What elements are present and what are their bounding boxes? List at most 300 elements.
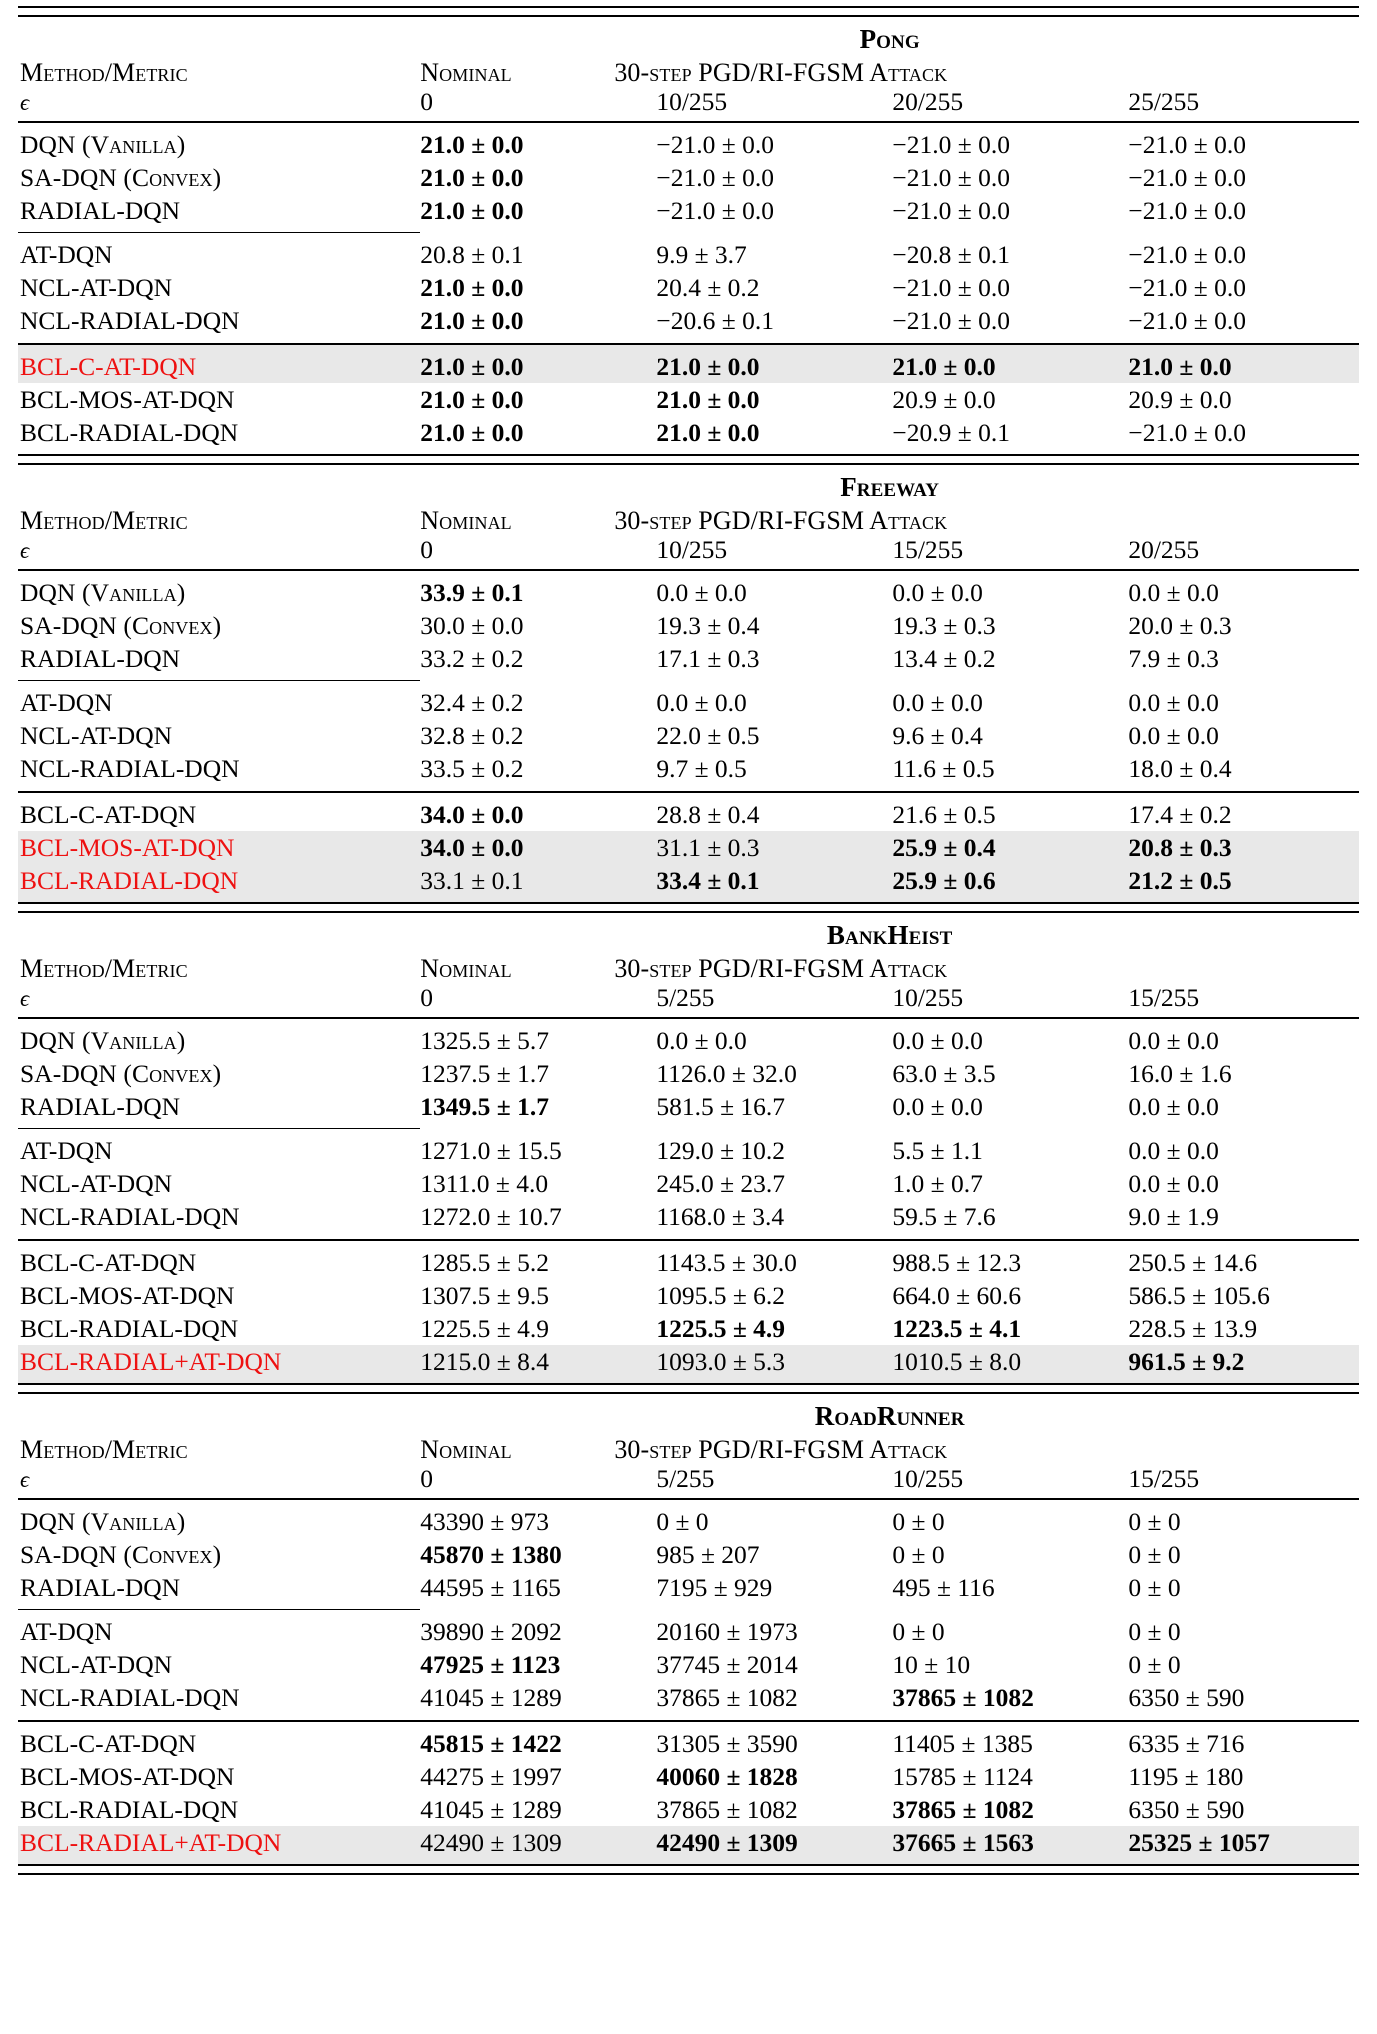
result-value: 0.0 ± 0.0 bbox=[656, 1025, 747, 1055]
row-method-label bbox=[18, 642, 420, 681]
row-method-text: DQN (Vanilla) bbox=[20, 129, 186, 159]
row-method-label bbox=[18, 1279, 420, 1312]
result-value: 21.0 ± 0.0 bbox=[892, 351, 996, 381]
result-value: −21.0 ± 0.0 bbox=[1128, 162, 1246, 192]
result-value: 250.5 ± 14.6 bbox=[1128, 1247, 1258, 1277]
epsilon-value-text: 20/255 bbox=[1128, 535, 1200, 564]
row-method-text: NCL-AT-DQN bbox=[20, 273, 173, 302]
header-epsilon-value bbox=[892, 87, 1128, 121]
result-cell bbox=[1128, 793, 1359, 831]
result-value: 1237.5 ± 1.7 bbox=[420, 1058, 550, 1088]
table-row bbox=[18, 1648, 1359, 1681]
table-row bbox=[18, 161, 1359, 194]
result-cell bbox=[892, 194, 1128, 233]
row-method-label bbox=[18, 194, 420, 233]
result-cell bbox=[656, 1019, 892, 1057]
result-cell bbox=[1128, 1279, 1359, 1312]
result-value: 0.0 ± 0.0 bbox=[1128, 1136, 1219, 1165]
game-title bbox=[420, 17, 1359, 57]
row-method-text: AT-DQN bbox=[20, 688, 113, 717]
result-cell bbox=[656, 642, 892, 681]
table-row bbox=[18, 194, 1359, 233]
row-method-label bbox=[18, 233, 420, 271]
row-method-label bbox=[18, 719, 420, 752]
epsilon-value-text: 5/255 bbox=[656, 1464, 715, 1493]
game-title bbox=[420, 1394, 1359, 1434]
result-cell bbox=[656, 1610, 892, 1648]
result-value: 30.0 ± 0.0 bbox=[420, 610, 524, 640]
table-row bbox=[18, 642, 1359, 681]
game-title-text: Freeway bbox=[840, 472, 940, 502]
row-method-label bbox=[18, 416, 420, 455]
result-value: 21.0 ± 0.0 bbox=[420, 273, 524, 302]
result-value: 33.9 ± 0.1 bbox=[420, 577, 524, 607]
row-method-label bbox=[18, 864, 420, 903]
row-method-text: NCL-AT-DQN bbox=[20, 1169, 173, 1198]
header-epsilon-value bbox=[1128, 87, 1359, 121]
table-row bbox=[18, 681, 1359, 719]
result-cell bbox=[420, 1279, 656, 1312]
result-value: 34.0 ± 0.0 bbox=[420, 799, 524, 829]
result-value: 37865 ± 1082 bbox=[892, 1794, 1034, 1824]
epsilon-symbol-text: ϵ bbox=[20, 90, 30, 115]
result-cell bbox=[1128, 719, 1359, 752]
double-rule bbox=[18, 902, 1359, 913]
result-cell bbox=[420, 271, 656, 304]
result-value: 0 ± 0 bbox=[1128, 1572, 1181, 1602]
result-value: −21.0 ± 0.0 bbox=[892, 162, 1010, 192]
header-epsilon-value bbox=[892, 1464, 1128, 1498]
result-cell bbox=[420, 642, 656, 681]
table-row bbox=[18, 571, 1359, 609]
result-cell bbox=[892, 1057, 1128, 1090]
row-method-text: RADIAL-DQN bbox=[20, 643, 181, 673]
table-row bbox=[18, 793, 1359, 831]
result-value: 33.4 ± 0.1 bbox=[656, 865, 760, 895]
result-value: 13.4 ± 0.2 bbox=[892, 643, 996, 673]
result-value: 25.9 ± 0.6 bbox=[892, 865, 996, 895]
row-method-text: AT-DQN bbox=[20, 240, 113, 269]
header-epsilon-value bbox=[656, 983, 892, 1017]
result-value: 1143.5 ± 30.0 bbox=[656, 1247, 797, 1277]
result-value: 45815 ± 1422 bbox=[420, 1728, 562, 1758]
table-row bbox=[18, 864, 1359, 903]
result-value: −21.0 ± 0.0 bbox=[1128, 240, 1246, 269]
result-cell bbox=[656, 1826, 892, 1865]
result-value: 40060 ± 1828 bbox=[656, 1761, 798, 1791]
row-method-text: BCL-MOS-AT-DQN bbox=[20, 832, 235, 862]
result-cell bbox=[892, 1279, 1128, 1312]
result-value: 0.0 ± 0.0 bbox=[1128, 721, 1219, 750]
header-attack bbox=[614, 57, 1359, 87]
result-value: 41045 ± 1289 bbox=[420, 1794, 562, 1824]
row-method-label bbox=[18, 271, 420, 304]
result-value: 11.6 ± 0.5 bbox=[892, 754, 995, 783]
result-value: 6350 ± 590 bbox=[1128, 1794, 1245, 1824]
result-cell bbox=[892, 1648, 1128, 1681]
result-cell bbox=[892, 1571, 1128, 1610]
row-method-text: BCL-C-AT-DQN bbox=[20, 1728, 197, 1758]
row-method-text: BCL-C-AT-DQN bbox=[20, 799, 197, 829]
result-value: 19.3 ± 0.4 bbox=[656, 610, 760, 640]
table-row bbox=[18, 1019, 1359, 1057]
epsilon-value-text: 15/255 bbox=[892, 535, 964, 564]
result-cell bbox=[892, 1760, 1128, 1793]
epsilon-value-text: 0 bbox=[420, 535, 434, 564]
result-value: 33.1 ± 0.1 bbox=[420, 865, 524, 895]
result-cell bbox=[420, 1648, 656, 1681]
result-value: 1349.5 ± 1.7 bbox=[420, 1091, 550, 1121]
header-epsilon-value bbox=[420, 1464, 656, 1498]
result-cell bbox=[892, 1312, 1128, 1345]
row-method-text: SA-DQN (Convex) bbox=[20, 1058, 222, 1088]
spacer-cell bbox=[18, 913, 420, 953]
row-method-text: NCL-RADIAL-DQN bbox=[20, 754, 240, 783]
row-method-label bbox=[18, 1241, 420, 1279]
result-value: 1126.0 ± 32.0 bbox=[656, 1058, 797, 1088]
row-method-label bbox=[18, 1500, 420, 1538]
result-value: 129.0 ± 10.2 bbox=[656, 1136, 786, 1165]
epsilon-value-text: 5/255 bbox=[656, 983, 715, 1012]
result-value: −21.0 ± 0.0 bbox=[656, 195, 774, 225]
result-value: 21.2 ± 0.5 bbox=[1128, 865, 1232, 895]
table-row bbox=[18, 1345, 1359, 1384]
result-cell bbox=[420, 719, 656, 752]
result-value: 47925 ± 1123 bbox=[420, 1650, 561, 1679]
result-cell bbox=[1128, 1345, 1359, 1384]
table-row bbox=[18, 1090, 1359, 1129]
result-cell bbox=[420, 1500, 656, 1538]
header-method-metric-text: Method/Metric bbox=[20, 506, 188, 535]
result-cell bbox=[892, 271, 1128, 304]
result-value: −21.0 ± 0.0 bbox=[892, 273, 1010, 302]
result-cell bbox=[1128, 1826, 1359, 1865]
result-value: 0.0 ± 0.0 bbox=[892, 1091, 983, 1121]
row-method-text: SA-DQN (Convex) bbox=[20, 610, 222, 640]
row-method-text: NCL-RADIAL-DQN bbox=[20, 306, 240, 335]
result-cell bbox=[892, 571, 1128, 609]
result-value: 34.0 ± 0.0 bbox=[420, 832, 524, 862]
result-value: 1095.5 ± 6.2 bbox=[656, 1280, 786, 1310]
row-method-text: BCL-C-AT-DQN bbox=[20, 351, 197, 381]
result-value: 0 ± 0 bbox=[892, 1539, 945, 1569]
result-value: 1307.5 ± 9.5 bbox=[420, 1280, 550, 1310]
table-row bbox=[18, 416, 1359, 455]
results-table-body bbox=[18, 6, 1359, 1875]
header-epsilon-value bbox=[420, 535, 656, 569]
result-value: 21.0 ± 0.0 bbox=[1128, 351, 1232, 381]
result-value: 1225.5 ± 4.9 bbox=[420, 1313, 550, 1343]
game-title-text: RoadRunner bbox=[814, 1401, 965, 1431]
result-value: 0.0 ± 0.0 bbox=[892, 688, 983, 717]
result-value: 43390 ± 973 bbox=[420, 1506, 550, 1536]
result-cell bbox=[420, 1681, 656, 1720]
result-value: 28.8 ± 0.4 bbox=[656, 799, 760, 829]
result-value: 495 ± 116 bbox=[892, 1572, 995, 1602]
result-cell bbox=[892, 383, 1128, 416]
result-cell bbox=[420, 1345, 656, 1384]
double-rule bbox=[18, 454, 1359, 465]
result-value: 1.0 ± 0.7 bbox=[892, 1169, 983, 1198]
table-row bbox=[18, 271, 1359, 304]
header-epsilon-value bbox=[656, 1464, 892, 1498]
result-value: 32.8 ± 0.2 bbox=[420, 721, 524, 750]
result-cell bbox=[1128, 1722, 1359, 1760]
epsilon-value-text: 0 bbox=[420, 87, 434, 116]
result-value: 0.0 ± 0.0 bbox=[1128, 688, 1219, 717]
game-title bbox=[420, 465, 1359, 505]
result-cell bbox=[420, 1241, 656, 1279]
header-nominal-text: Nominal bbox=[420, 1435, 512, 1464]
result-cell bbox=[1128, 1793, 1359, 1826]
result-cell bbox=[892, 1826, 1128, 1865]
header-attack bbox=[614, 953, 1359, 983]
table-row bbox=[18, 383, 1359, 416]
table-row bbox=[18, 609, 1359, 642]
result-cell bbox=[656, 345, 892, 383]
result-cell bbox=[892, 416, 1128, 455]
result-value: 0 ± 0 bbox=[1128, 1650, 1181, 1679]
row-method-label bbox=[18, 1760, 420, 1793]
result-value: 20.8 ± 0.1 bbox=[420, 240, 524, 269]
result-value: −21.0 ± 0.0 bbox=[892, 129, 1010, 159]
result-cell bbox=[1128, 123, 1359, 161]
result-cell bbox=[656, 1057, 892, 1090]
result-cell bbox=[656, 1760, 892, 1793]
result-cell bbox=[656, 1722, 892, 1760]
result-cell bbox=[420, 681, 656, 719]
epsilon-value-text: 15/255 bbox=[1128, 1464, 1200, 1493]
result-value: −21.0 ± 0.0 bbox=[1128, 417, 1246, 447]
result-cell bbox=[1128, 571, 1359, 609]
result-cell bbox=[656, 571, 892, 609]
row-method-label bbox=[18, 123, 420, 161]
result-cell bbox=[892, 1610, 1128, 1648]
result-value: 63.0 ± 3.5 bbox=[892, 1058, 996, 1088]
epsilon-value-text: 10/255 bbox=[892, 1464, 964, 1493]
result-cell bbox=[656, 1648, 892, 1681]
result-cell bbox=[1128, 681, 1359, 719]
header-method-metric bbox=[18, 57, 420, 87]
result-value: 17.4 ± 0.2 bbox=[1128, 799, 1232, 829]
result-value: 0 ± 0 bbox=[656, 1506, 709, 1536]
row-method-label bbox=[18, 1167, 420, 1200]
result-cell bbox=[656, 1500, 892, 1538]
result-cell bbox=[1128, 1571, 1359, 1610]
result-cell bbox=[892, 681, 1128, 719]
row-method-text: DQN (Vanilla) bbox=[20, 1025, 186, 1055]
result-value: −21.0 ± 0.0 bbox=[656, 129, 774, 159]
result-cell bbox=[656, 1538, 892, 1571]
result-cell bbox=[892, 719, 1128, 752]
result-cell bbox=[892, 609, 1128, 642]
result-cell bbox=[420, 864, 656, 903]
row-method-text: AT-DQN bbox=[20, 1617, 113, 1646]
result-value: −21.0 ± 0.0 bbox=[892, 195, 1010, 225]
result-value: 25325 ± 1057 bbox=[1128, 1827, 1270, 1857]
table-row bbox=[18, 1500, 1359, 1538]
result-value: −21.0 ± 0.0 bbox=[656, 162, 774, 192]
result-value: 16.0 ± 1.6 bbox=[1128, 1058, 1232, 1088]
result-value: 37865 ± 1082 bbox=[656, 1794, 798, 1824]
result-cell bbox=[1128, 1500, 1359, 1538]
result-cell bbox=[420, 1722, 656, 1760]
result-cell bbox=[892, 233, 1128, 271]
result-value: 0 ± 0 bbox=[892, 1617, 945, 1646]
row-method-text: AT-DQN bbox=[20, 1136, 113, 1165]
result-value: 1195 ± 180 bbox=[1128, 1761, 1244, 1791]
result-value: 0 ± 0 bbox=[1128, 1539, 1181, 1569]
result-value: 17.1 ± 0.3 bbox=[656, 643, 760, 673]
result-cell bbox=[1128, 1610, 1359, 1648]
table-row bbox=[18, 1571, 1359, 1610]
result-value: 0.0 ± 0.0 bbox=[1128, 1025, 1219, 1055]
row-method-text: BCL-MOS-AT-DQN bbox=[20, 384, 235, 414]
result-value: 1325.5 ± 5.7 bbox=[420, 1025, 550, 1055]
row-method-label bbox=[18, 1826, 420, 1865]
result-cell bbox=[420, 1090, 656, 1129]
result-cell bbox=[892, 161, 1128, 194]
result-cell bbox=[656, 1279, 892, 1312]
table-row bbox=[18, 233, 1359, 271]
result-cell bbox=[1128, 194, 1359, 233]
result-cell bbox=[420, 1167, 656, 1200]
game-title-text: BankHeist bbox=[826, 920, 953, 950]
result-value: 6350 ± 590 bbox=[1128, 1683, 1245, 1712]
result-value: 44275 ± 1997 bbox=[420, 1761, 562, 1791]
result-value: 42490 ± 1309 bbox=[420, 1827, 562, 1857]
result-value: 586.5 ± 105.6 bbox=[1128, 1280, 1270, 1310]
result-value: 31.1 ± 0.3 bbox=[656, 832, 760, 862]
result-value: 1215.0 ± 8.4 bbox=[420, 1346, 550, 1376]
result-value: 18.0 ± 0.4 bbox=[1128, 754, 1232, 783]
header-epsilon-symbol bbox=[18, 983, 420, 1017]
result-cell bbox=[420, 1571, 656, 1610]
row-method-text: DQN (Vanilla) bbox=[20, 1506, 186, 1536]
result-cell bbox=[656, 831, 892, 864]
header-attack-text: 30-step PGD/RI-FGSM Attack bbox=[614, 58, 948, 87]
result-value: 33.5 ± 0.2 bbox=[420, 754, 524, 783]
result-cell bbox=[420, 831, 656, 864]
result-value: −21.0 ± 0.0 bbox=[1128, 306, 1246, 335]
result-cell bbox=[1128, 1167, 1359, 1200]
result-cell bbox=[1128, 1129, 1359, 1167]
result-value: 21.0 ± 0.0 bbox=[420, 306, 524, 335]
result-value: 37665 ± 1563 bbox=[892, 1827, 1034, 1857]
result-cell bbox=[1128, 1057, 1359, 1090]
result-cell bbox=[892, 1200, 1128, 1239]
result-cell bbox=[420, 609, 656, 642]
result-value: 44595 ± 1165 bbox=[420, 1572, 561, 1602]
result-cell bbox=[892, 1345, 1128, 1384]
row-method-label bbox=[18, 161, 420, 194]
result-value: 20.8 ± 0.3 bbox=[1128, 832, 1232, 862]
row-method-text: NCL-AT-DQN bbox=[20, 1650, 173, 1679]
result-cell bbox=[420, 571, 656, 609]
table-row bbox=[18, 1760, 1359, 1793]
results-table bbox=[18, 6, 1359, 1875]
result-value: 21.0 ± 0.0 bbox=[420, 195, 524, 225]
result-cell bbox=[892, 642, 1128, 681]
row-method-label bbox=[18, 609, 420, 642]
result-value: 0.0 ± 0.0 bbox=[1128, 1091, 1219, 1121]
result-cell bbox=[656, 752, 892, 791]
result-value: 21.0 ± 0.0 bbox=[656, 417, 760, 447]
header-attack-text: 30-step PGD/RI-FGSM Attack bbox=[614, 506, 948, 535]
epsilon-symbol-text: ϵ bbox=[20, 538, 30, 563]
header-attack bbox=[614, 505, 1359, 535]
epsilon-value-text: 10/255 bbox=[656, 535, 728, 564]
result-cell bbox=[420, 194, 656, 233]
table-row bbox=[18, 1681, 1359, 1720]
result-cell bbox=[1128, 383, 1359, 416]
table-row bbox=[18, 1826, 1359, 1865]
epsilon-value-text: 20/255 bbox=[892, 87, 964, 116]
result-value: −20.6 ± 0.1 bbox=[656, 306, 774, 335]
result-value: 21.0 ± 0.0 bbox=[420, 417, 524, 447]
row-method-text: BCL-MOS-AT-DQN bbox=[20, 1761, 235, 1791]
result-value: 0.0 ± 0.0 bbox=[1128, 1169, 1219, 1198]
row-method-label bbox=[18, 1019, 420, 1057]
result-cell bbox=[656, 271, 892, 304]
game-title bbox=[420, 913, 1359, 953]
header-epsilon-value bbox=[892, 983, 1128, 1017]
result-value: 10 ± 10 bbox=[892, 1650, 971, 1679]
row-method-label bbox=[18, 1345, 420, 1384]
result-cell bbox=[656, 304, 892, 343]
result-cell bbox=[420, 1610, 656, 1648]
row-method-text: BCL-RADIAL-DQN bbox=[20, 1313, 239, 1343]
row-method-text: DQN (Vanilla) bbox=[20, 577, 186, 607]
header-attack bbox=[614, 1434, 1359, 1464]
result-cell bbox=[420, 1057, 656, 1090]
result-cell bbox=[892, 1538, 1128, 1571]
result-cell bbox=[420, 1312, 656, 1345]
table-row bbox=[18, 1312, 1359, 1345]
table-row bbox=[18, 1793, 1359, 1826]
row-method-label bbox=[18, 1057, 420, 1090]
row-method-text: NCL-RADIAL-DQN bbox=[20, 1202, 240, 1231]
row-method-label bbox=[18, 1538, 420, 1571]
row-method-label bbox=[18, 1129, 420, 1167]
result-cell bbox=[1128, 609, 1359, 642]
result-cell bbox=[656, 1312, 892, 1345]
row-method-text: RADIAL-DQN bbox=[20, 195, 181, 225]
result-cell bbox=[1128, 1760, 1359, 1793]
result-cell bbox=[420, 161, 656, 194]
result-cell bbox=[420, 1019, 656, 1057]
table-row bbox=[18, 1129, 1359, 1167]
result-value: −21.0 ± 0.0 bbox=[1128, 129, 1246, 159]
result-cell bbox=[1128, 1648, 1359, 1681]
result-value: 45870 ± 1380 bbox=[420, 1539, 562, 1569]
result-value: 37865 ± 1082 bbox=[656, 1683, 798, 1712]
result-value: 1168.0 ± 3.4 bbox=[656, 1202, 785, 1231]
row-method-label bbox=[18, 793, 420, 831]
result-value: 42490 ± 1309 bbox=[656, 1827, 798, 1857]
header-epsilon-value bbox=[656, 87, 892, 121]
result-cell bbox=[892, 1241, 1128, 1279]
result-value: 0.0 ± 0.0 bbox=[892, 1025, 983, 1055]
result-cell bbox=[1128, 752, 1359, 791]
row-method-text: BCL-RADIAL+AT-DQN bbox=[20, 1346, 282, 1376]
result-cell bbox=[892, 123, 1128, 161]
result-value: 33.2 ± 0.2 bbox=[420, 643, 524, 673]
epsilon-symbol-text: ϵ bbox=[20, 1467, 30, 1492]
header-epsilon-value bbox=[656, 535, 892, 569]
result-value: 20160 ± 1973 bbox=[656, 1617, 798, 1646]
table-row bbox=[18, 123, 1359, 161]
